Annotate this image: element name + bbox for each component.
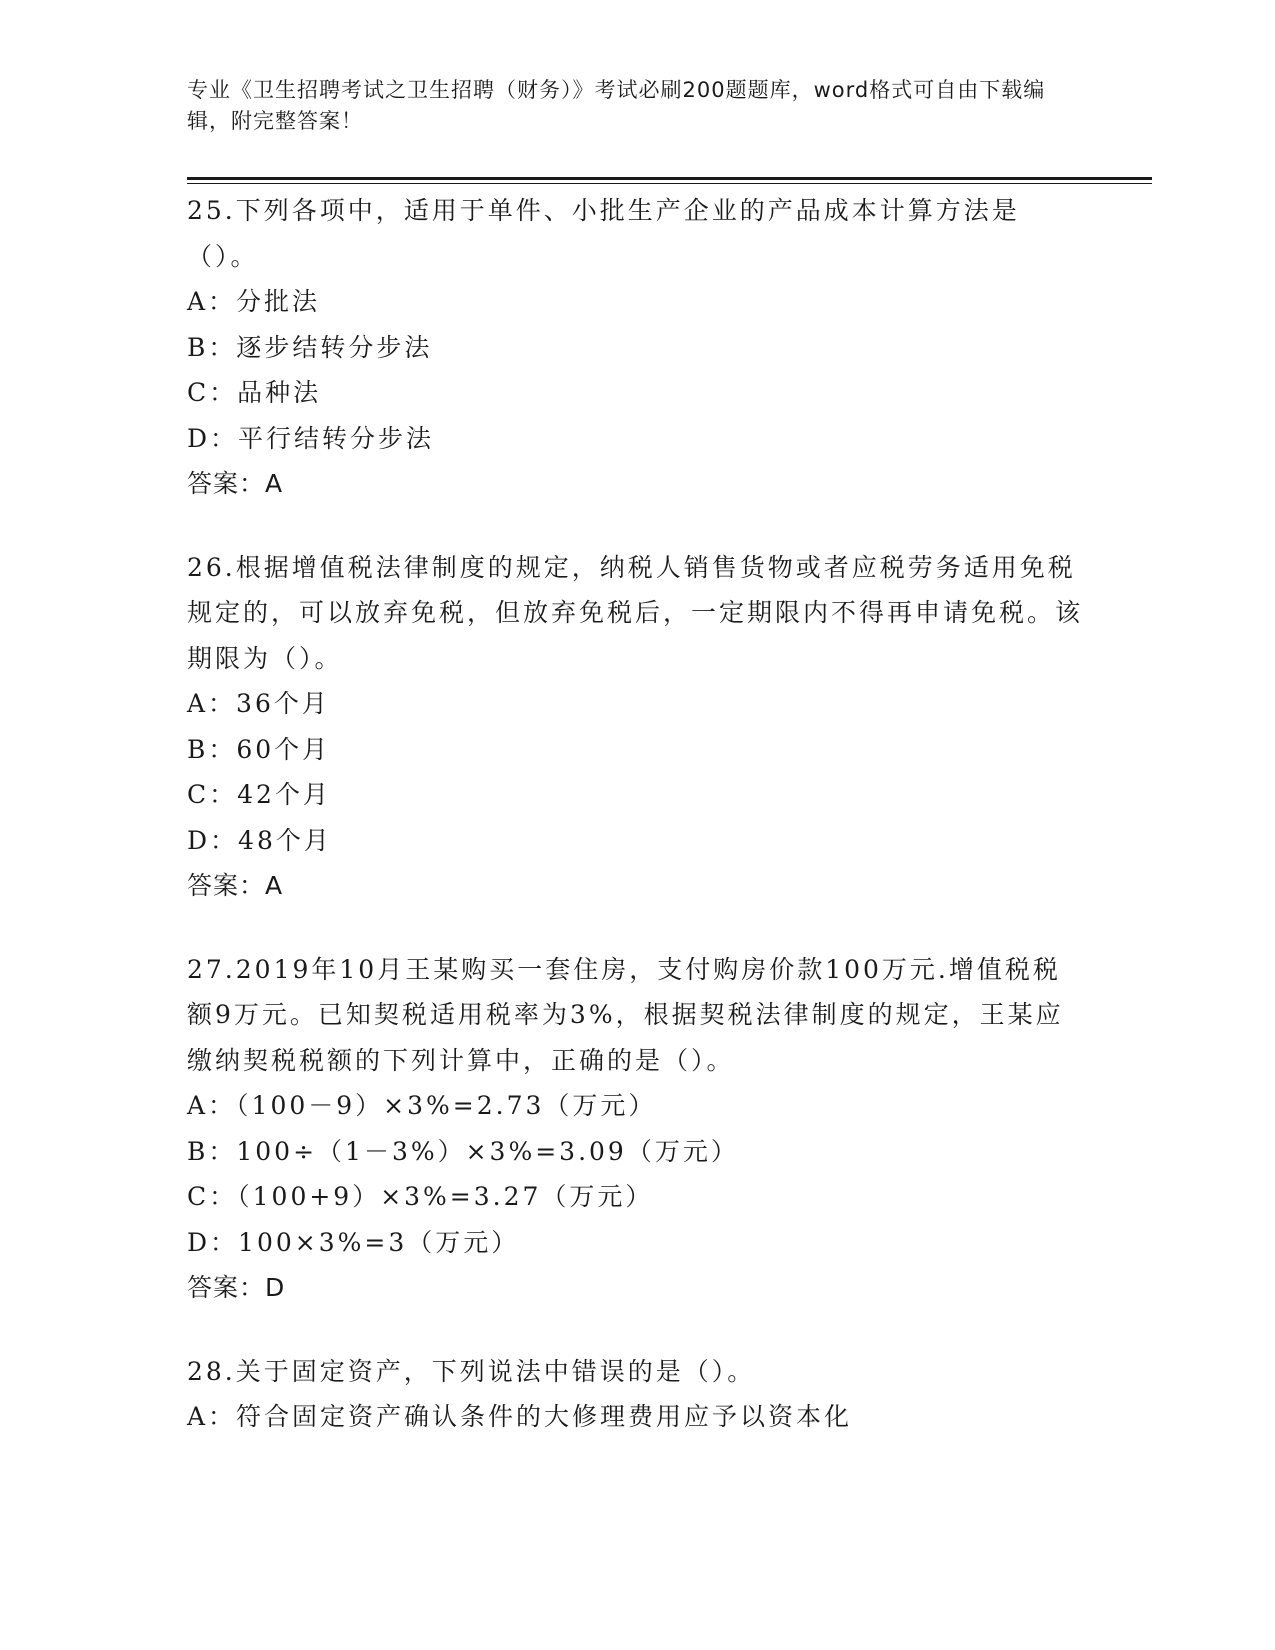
question-stem: 26.根据增值税法律制度的规定，纳税人销售货物或者应税劳务适用免税规定的，可以放弃免税，但放弃免税后，一定期限内不得再申请免税。该期限为（）。 <box>187 552 1084 673</box>
option-a: A：（100－9）×3%=2.73（万元） <box>187 1091 657 1120</box>
option-d: D：48个月 <box>187 825 332 855</box>
option-a: A：符合固定资产确认条件的大修理费用应予以资本化 <box>187 1402 853 1431</box>
header-divider-thin <box>187 183 1152 184</box>
question-list <box>187 188 1087 1478</box>
question-stem: 27.2019年10月王某购买一套住房，支付购房价款100万元.增值税税额9万元。已知契税适用税率为3%，根据契税法律制度的规定，王某应缴纳契税税额的下列计算中，正确的是（）。 <box>187 954 1064 1075</box>
option-a: A：36个月 <box>187 689 330 718</box>
question-28 <box>187 1349 1087 1440</box>
header-divider <box>187 177 1152 180</box>
question-25 <box>187 188 1087 507</box>
option-b: B：100÷（1－3%）×3%=3.09（万元） <box>187 1136 739 1166</box>
option-b: B：逐步结转分步法 <box>187 332 433 362</box>
option-c: C：品种法 <box>187 378 322 407</box>
question-26 <box>187 545 1087 909</box>
option-b: B：60个月 <box>187 734 331 764</box>
question-stem: 25.下列各项中，适用于单件、小批生产企业的产品成本计算方法是（）。 <box>187 196 1020 271</box>
option-d: D：100×3%=3（万元） <box>187 1227 520 1257</box>
option-d: D：平行结转分步法 <box>187 423 435 453</box>
answer: 答案：A <box>187 469 284 498</box>
option-a: A：分批法 <box>187 287 321 316</box>
question-stem: 28.关于固定资产，下列说法中错误的是（）。 <box>187 1356 756 1386</box>
option-c: C：42个月 <box>187 780 331 809</box>
answer: 答案：D <box>187 1273 286 1302</box>
document-header: 专业《卫生招聘考试之卫生招聘（财务）》考试必刷200题题库，word格式可自由下载编辑，附完整答案！ <box>187 78 1046 133</box>
answer: 答案：A <box>187 871 284 900</box>
option-c: C：（100+9）×3%=3.27（万元） <box>187 1182 654 1211</box>
question-27 <box>187 947 1087 1311</box>
